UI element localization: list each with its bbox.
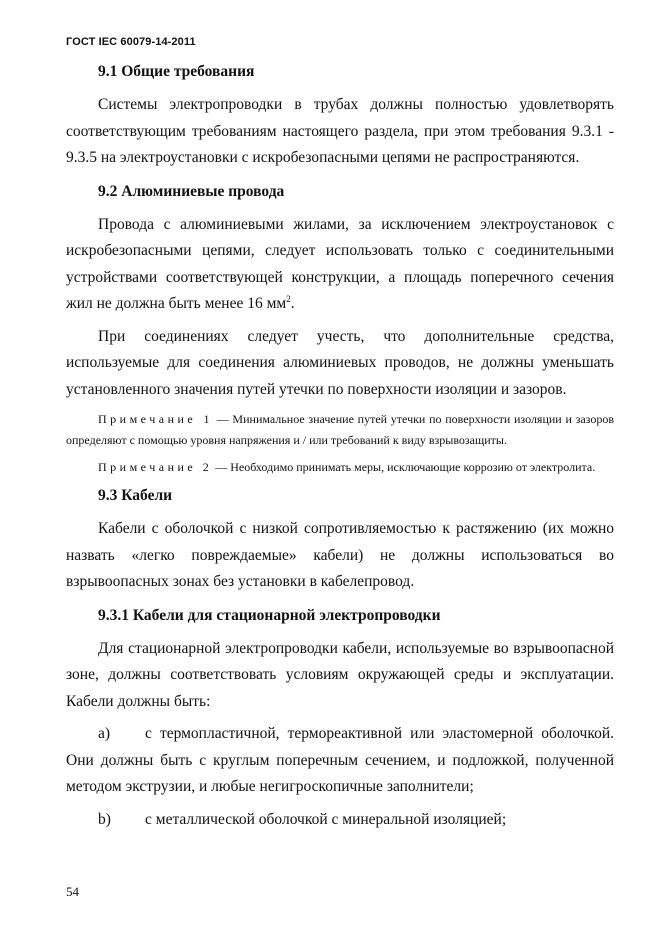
paragraph-end: . [290,295,295,312]
note-text: — Минимальное значение путей утечки по поверхности изоляции и зазоров определяют с помощью уровня напряжения и / или требований к виду взрывозащиты. [66,412,614,447]
paragraph [66,212,614,318]
note-label: Примечание 1 [98,412,213,426]
list-item [66,807,614,834]
paragraph-text: Провода с алюминиевыми жилами, за исключением электроустановок с искробезопасными цепями, следует использовать только с соединительными устройствами соответствующей конструкции, а площадь поперечного сечения жил не должна быть менее 16 мм [66,215,614,312]
paragraph: Системы электропроводки в трубах должны полностью удовлетворять соответствующим требованиям настоящего раздела, при этом требования 9.3.1 - 9.3.5 на электроустановки с искробезопасными цепями не распространяются. [66,96,614,166]
list-marker: a) [98,725,111,742]
page-number: 54 [66,884,79,899]
list-item-text: с термопластичной, термореактивной или эластомерной оболочкой. Они должны быть с круглым поперечным сечением, и подложкой, полученной методом экструзии, и любые негигроскопичные заполнители; [66,725,614,795]
superscript: 2 [286,293,291,304]
section-heading-9-2: 9.2 Алюминиевые провода [98,182,285,200]
paragraph: При соединениях следует учесть, что дополнительные средства, используемые для соединения алюминиевых проводов, не должны уменьшать установленного значения путей утечки по поверхности изоляции и зазоров. [66,327,614,398]
note-text: — Необходимо принимать меры, исключающие коррозию от электролита. [215,460,596,474]
note-label: Примечание 2 [98,460,213,474]
section-heading-9-1: 9.1 Общие требования [98,63,255,80]
list-marker: b) [98,810,111,828]
note-1 [66,409,614,451]
document-code: ГОСТ IEC 60079-14-2011 [66,36,196,48]
note-2 [66,457,614,478]
section-heading-9-3: 9.3 Кабели [98,487,173,504]
list-item-text: с металлической оболочкой с минеральной изоляцией; [145,810,507,828]
section-heading-9-3-1: 9.3.1 Кабели для стационарной электропроводки [98,606,441,624]
list-item [66,721,614,801]
paragraph: Для стационарной электропроводки кабели, используемые во взрывоопасной зоне, должны соответствовать условиям окружающей среды и эксплуатации. Кабели должны быть: [66,639,614,710]
paragraph: Кабели с оболочкой с низкой сопротивляемостью к растяжению (их можно назвать «легко повреждаемые» кабели) не должны использоваться во взрывоопасных зонах без установки в кабелепровод. [66,520,614,590]
document-body [66,58,614,839]
